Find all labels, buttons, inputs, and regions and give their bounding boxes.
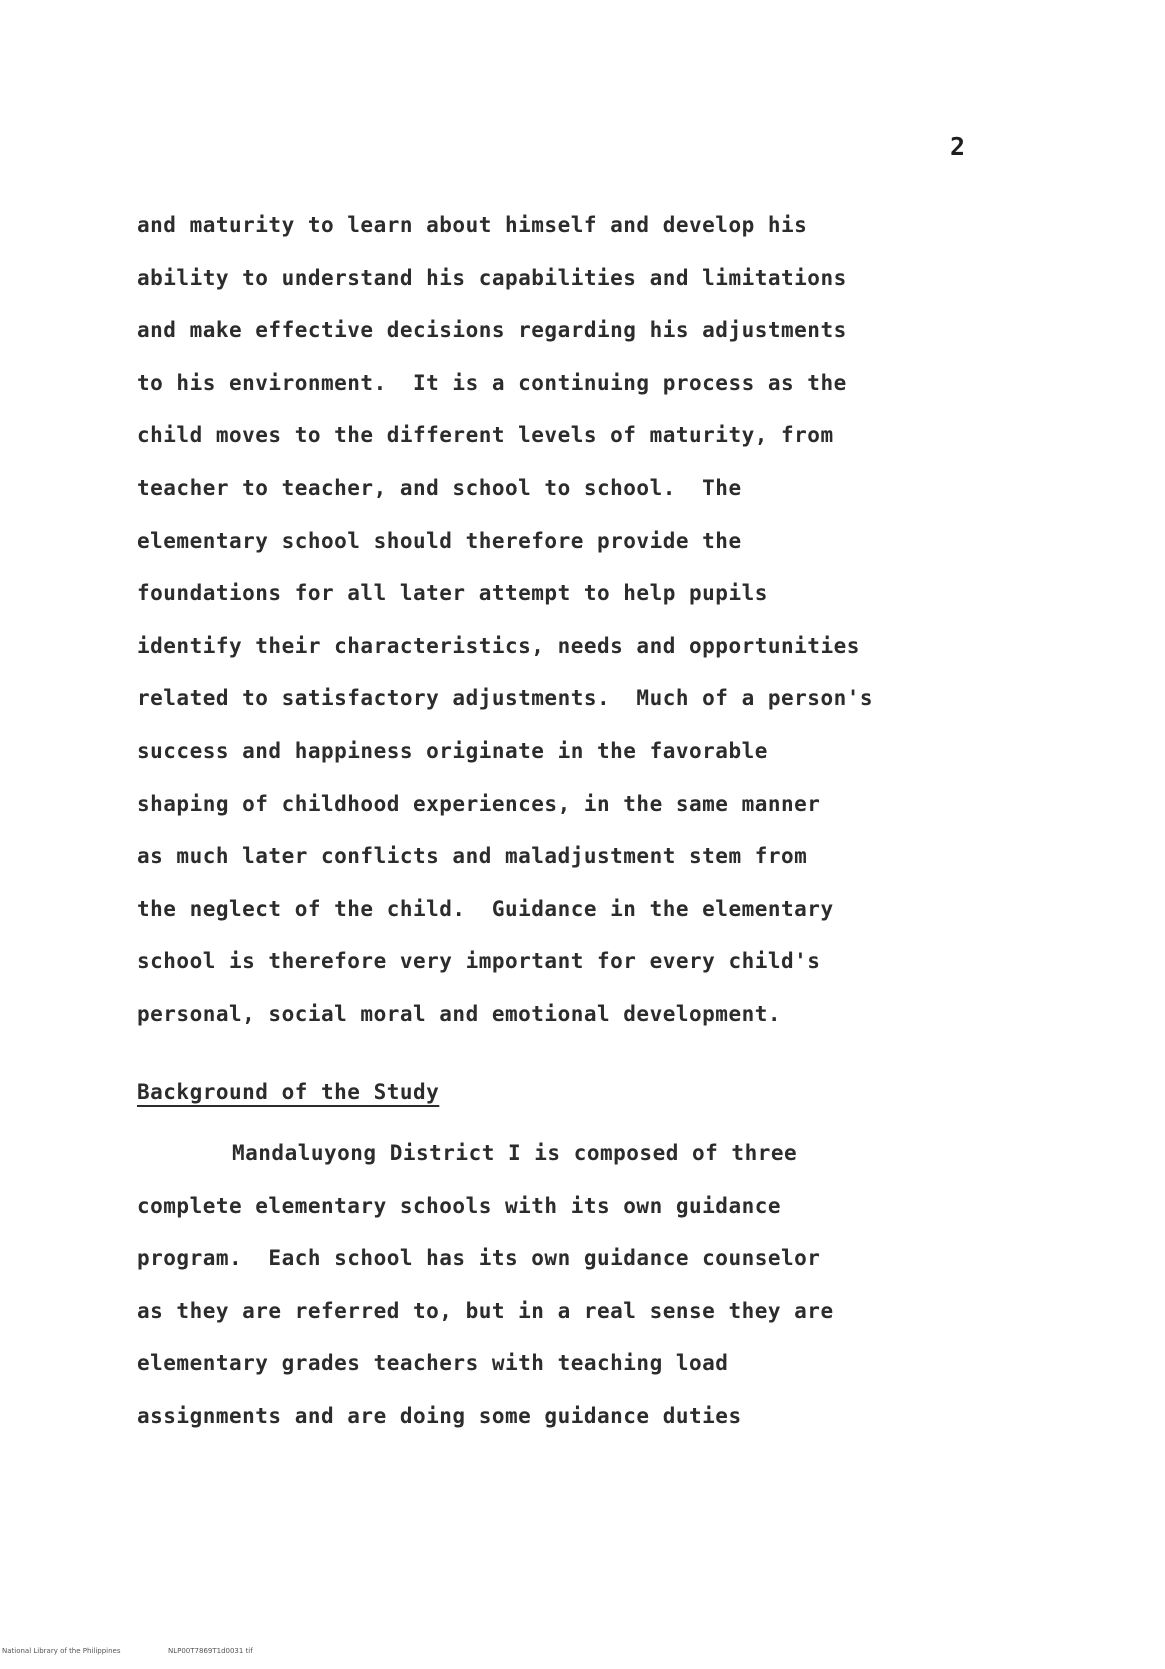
footer-file-id: NLP00T7869T1d0031 tif <box>168 1647 253 1655</box>
footer-source: National Library of the Philippines <box>2 1647 121 1655</box>
text-line: teacher to teacher, and school to school. The <box>137 475 742 500</box>
text-line: personal, social moral and emotional development. <box>137 1001 782 1026</box>
text-line: and make effective decisions regarding his adjustments <box>137 318 847 343</box>
paragraph-2 <box>137 1127 834 1443</box>
text-line: the neglect of the child. Guidance in the elementary <box>137 896 834 921</box>
text-line: elementary school should therefore provide the <box>137 528 742 553</box>
scan-footer <box>0 1645 1165 1658</box>
text-line: shaping of childhood experiences, in the same manner <box>137 791 821 816</box>
section-heading: Background of the Study <box>137 1080 440 1104</box>
text-line: elementary grades teachers with teaching load <box>137 1351 729 1376</box>
text-line: ability to understand his capabilities and limitations <box>137 265 847 290</box>
text-line: to his environment. It is a continuing process as the <box>137 370 847 395</box>
text-line: as much later conflicts and maladjustment stem from <box>137 844 808 869</box>
text-line: identify their characteristics, needs and opportunities <box>137 633 860 658</box>
text-line: child moves to the different levels of maturity, from <box>137 423 834 448</box>
text-line: as they are referred to, but in a real sense they are <box>137 1298 834 1323</box>
text-line: and maturity to learn about himself and develop his <box>137 213 808 237</box>
text-line: foundations for all later attempt to help pupils <box>137 581 768 606</box>
text-line: related to satisfactory adjustments. Much of a person's <box>137 686 874 711</box>
text-line: Mandaluyong District I is composed of three <box>232 1141 798 1165</box>
paragraph-1 <box>137 199 873 1041</box>
text-line: assignments and are doing some guidance duties <box>137 1403 742 1428</box>
text-line: complete elementary schools with its own guidance <box>137 1193 782 1218</box>
text-line: school is therefore very important for every child's <box>137 949 821 974</box>
text-line: success and happiness originate in the favorable <box>137 738 768 763</box>
page-number: 2 <box>950 132 966 161</box>
text-line: program. Each school has its own guidance counselor <box>137 1246 821 1271</box>
